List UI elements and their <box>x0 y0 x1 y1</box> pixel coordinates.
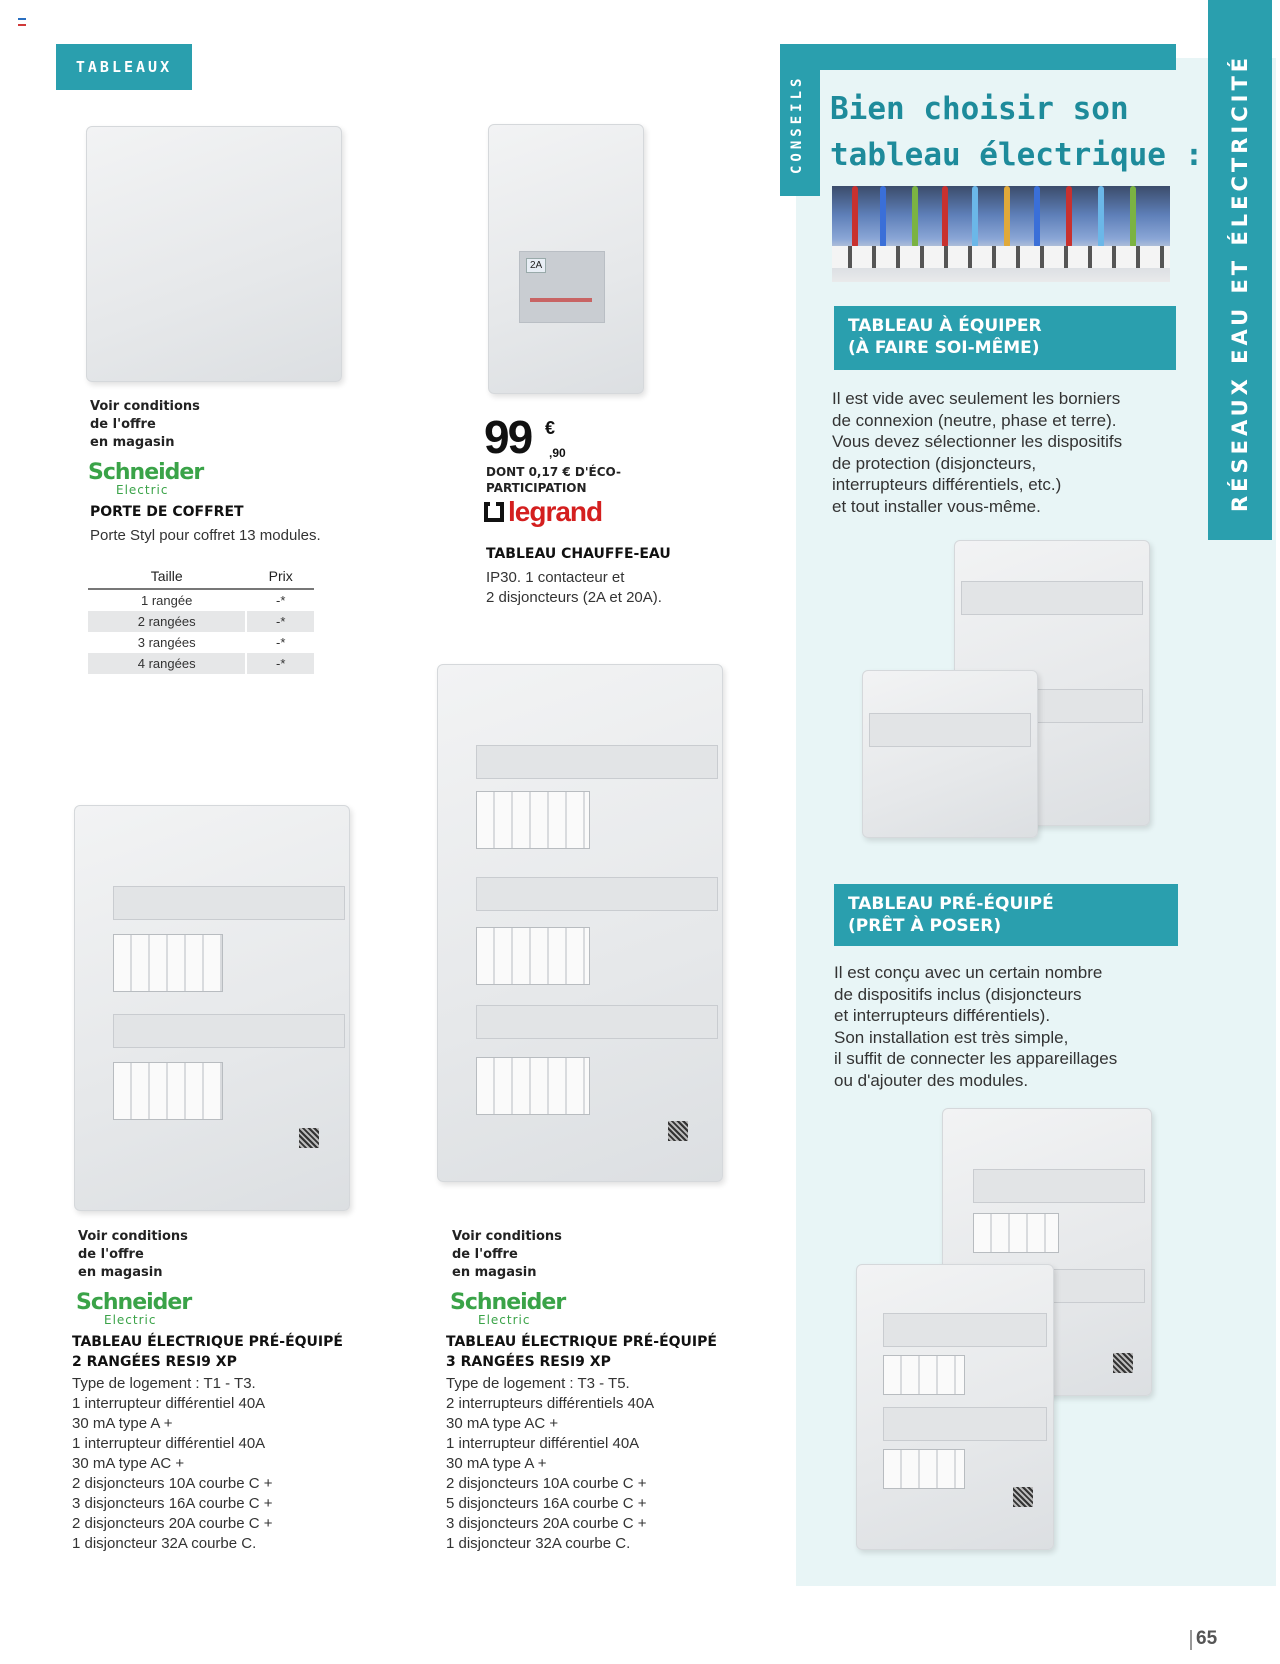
brand-sub: Electric <box>116 483 169 497</box>
product-image-tableau-2-rangees <box>74 805 350 1211</box>
breaker-row <box>883 1355 965 1395</box>
corner-mark <box>18 18 26 26</box>
breaker-row <box>476 927 590 985</box>
product-title: TABLEAU CHAUFFE-EAU <box>486 546 671 562</box>
breaker-label: 2A <box>526 258 546 273</box>
breaker-window <box>519 251 605 323</box>
breaker-row <box>883 1449 965 1489</box>
wire <box>942 186 948 248</box>
cover-rail <box>883 1313 1047 1347</box>
wire <box>972 186 978 248</box>
advice-text-pre-equipe: Il est conçu avec un certain nombre de dispositifs inclus (disjoncteurs et interrupteurs différentiels). Son installation est très simple, il suffit de connecter les appareillages ou d'ajouter des modules. <box>834 963 1118 1090</box>
brand-name: Schneider <box>450 1290 566 1315</box>
cover-rail <box>476 745 718 779</box>
table-cell: 3 rangées <box>88 632 246 653</box>
cover-rail <box>476 1005 718 1039</box>
qr-code-icon <box>668 1121 688 1141</box>
table-cell: -* <box>275 593 286 608</box>
product-title: TABLEAU ÉLECTRIQUE PRÉ-ÉQUIPÉ 3 RANGÉES RESI9 XP <box>446 1334 717 1370</box>
section-tag: TABLEAUX <box>56 44 192 90</box>
wire <box>1004 186 1010 248</box>
conseils-label: CONSEILS <box>789 74 805 174</box>
column-header-size: Taille <box>88 566 246 589</box>
brand-sub: Electric <box>478 1313 531 1327</box>
advice-title: Bien choisir son tableau électrique : <box>830 91 1204 173</box>
cover-rail <box>869 713 1031 747</box>
table-cell: -* <box>246 653 314 674</box>
product-description: Type de logement : T1 - T3. 1 interrupteur différentiel 40A 30 mA type A + 1 interrupteur différentiel 40A 30 mA type AC + 2 disjoncteurs 10A courbe C + 3 disjoncteurs 16A courbe C + 2 disjoncteurs 20A courbe C + 1 disjoncteur 32A courbe C. <box>72 1375 273 1552</box>
offer-conditions: Voir conditions de l'offre en magasin <box>78 1229 188 1280</box>
price-integer: 99 <box>484 411 532 463</box>
product-image-tableau-chauffe-eau <box>488 124 644 394</box>
brand-name: Schneider <box>76 1290 192 1315</box>
terminal-block <box>832 246 1170 268</box>
breaker-row <box>113 1062 223 1120</box>
column-header-price: Prix <box>246 566 314 589</box>
legrand-logo-icon <box>484 502 504 522</box>
cover-rail <box>973 1169 1145 1203</box>
offer-conditions: Voir conditions de l'offre en magasin <box>452 1229 562 1280</box>
brand-logo-legrand <box>484 496 602 528</box>
table-cell: 1 rangée <box>88 589 246 611</box>
product-title: PORTE DE COFFRET <box>90 504 244 520</box>
product-image-empty-panel-small <box>862 670 1038 838</box>
table-row <box>88 632 314 653</box>
product-image-porte-coffret <box>86 126 342 382</box>
offer-conditions: Voir conditions de l'offre en magasin <box>90 399 200 450</box>
qr-code-icon <box>1013 1487 1033 1507</box>
advice-text-a-equiper: Il est vide avec seulement les borniers de connexion (neutre, phase et terre). Vous devez sélectionner les dispositifs de protection (disjoncteurs, interrupteurs différentiels, etc.) et tout installer vous-même. <box>832 389 1123 516</box>
brand-name: legrand <box>508 496 603 527</box>
table-row <box>88 589 314 611</box>
page-number: 65 <box>1196 1628 1218 1649</box>
cover-rail <box>961 581 1143 615</box>
table-cell: -* <box>275 635 286 650</box>
table-header-row <box>88 566 314 589</box>
breaker-row <box>476 1057 590 1115</box>
breaker-indicator <box>530 298 592 302</box>
brand-logo-schneider <box>450 1292 565 1326</box>
brand-logo-schneider <box>76 1292 191 1326</box>
brand-logo-schneider <box>88 462 203 496</box>
table-cell: -* <box>246 611 314 632</box>
brand-sub: Electric <box>104 1313 157 1327</box>
wire <box>880 186 886 248</box>
wire <box>912 186 918 248</box>
advice-subheading-pre-equipe: TABLEAU PRÉ-ÉQUIPÉ (PRÊT À POSER) <box>834 884 1178 946</box>
price-cents: ,90 <box>549 446 566 460</box>
wiring-photo <box>832 186 1170 282</box>
table-row <box>88 611 314 632</box>
advice-top-bar <box>780 44 1176 70</box>
product-title: TABLEAU ÉLECTRIQUE PRÉ-ÉQUIPÉ 2 RANGÉES RESI9 XP <box>72 1334 343 1370</box>
table-cell: 4 rangées <box>88 653 246 674</box>
product-image-pre-equipped-small <box>856 1264 1054 1550</box>
wire <box>1098 186 1104 248</box>
cover-rail <box>113 1014 345 1048</box>
table-cell: 2 rangées <box>88 611 246 632</box>
qr-code-icon <box>299 1128 319 1148</box>
advice-subheading-a-equiper: TABLEAU À ÉQUIPER (À FAIRE SOI-MÊME) <box>834 306 1176 370</box>
price-currency: € <box>545 418 556 438</box>
breaker-row <box>973 1213 1059 1253</box>
wire <box>852 186 858 248</box>
product-description: Porte Styl pour coffret 13 modules. <box>90 527 321 544</box>
cover-rail <box>476 877 718 911</box>
breaker-row <box>476 791 590 849</box>
breaker-row <box>113 934 223 992</box>
eco-participation: DONT 0,17 € D'ÉCO- PARTICIPATION <box>486 465 621 495</box>
cover-rail <box>113 886 345 920</box>
product-description: IP30. 1 contacteur et 2 disjoncteurs (2A et 20A). <box>486 569 662 606</box>
brand-name: Schneider <box>88 460 204 485</box>
wire <box>1034 186 1040 248</box>
wire <box>1066 186 1072 248</box>
price-table <box>88 566 314 674</box>
product-image-tableau-3-rangees <box>437 664 723 1182</box>
cover-rail <box>883 1407 1047 1441</box>
product-description: Type de logement : T3 - T5. 2 interrupteurs différentiels 40A 30 mA type AC + 1 interrupteur différentiel 40A 30 mA type A + 2 disjoncteurs 10A courbe C + 5 disjoncteurs 16A courbe C + 3 disjoncteurs 20A courbe C + 1 disjoncteur 32A courbe C. <box>446 1375 655 1552</box>
table-row <box>88 653 314 674</box>
category-side-label: RÉSEAUX EAU ET ÉLECTRICITÉ <box>1228 53 1252 512</box>
qr-code-icon <box>1113 1353 1133 1373</box>
page-number-divider <box>1190 1630 1192 1650</box>
wire <box>1130 186 1136 248</box>
